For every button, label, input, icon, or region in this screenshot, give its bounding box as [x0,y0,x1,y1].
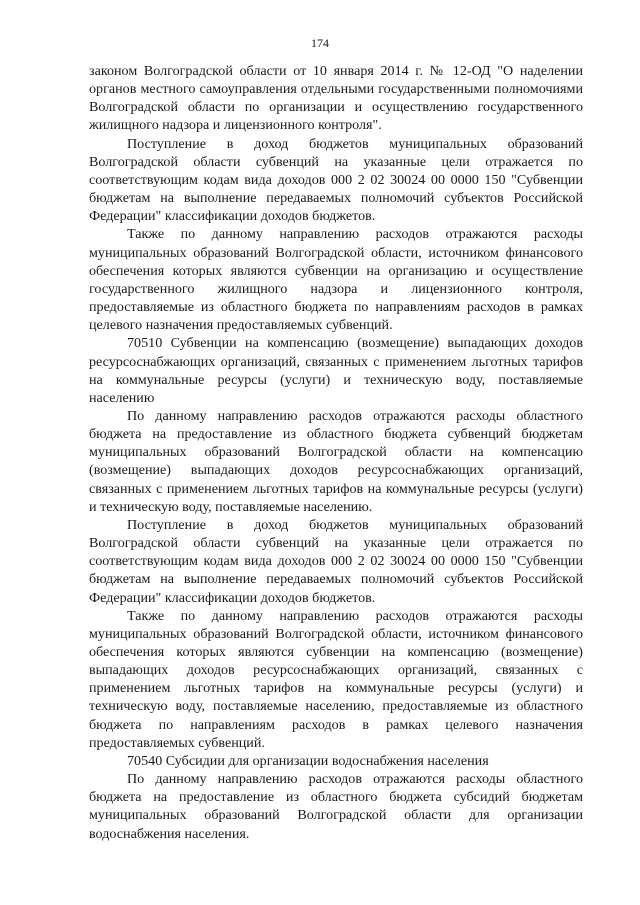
paragraph-revenue-codes: Поступление в доход бюджетов муниципальных образований Волгоградской области субвенций на указанные цели отражается по соответствующим кодам вида доходов 000 2 02 30024 00 0000 150 "Субвенции бюджетам на выполнение передаваемых полномочий субъектов Российской Федерации" классификации доходов бюджетов. [89,135,583,225]
paragraph-law-reference: законом Волгоградской области от 10 января 2014 г. № 12-ОД "О наделении органов местного самоуправления отдельными государственными полномочиями Волгоградской области по организации и осуществлению государственного жилищного надзора и лицензионного контроля". [89,63,583,134]
paragraph-regional-expenses: По данному направлению расходов отражаются расходы областного бюджета на предоставление из областного бюджета субвенций бюджетам муниципальных образований Волгоградской области на компенсацию (возмещение) выпадающих доходов ресурсоснабжающих организаций, связанных с применением льготных тарифов на коммунальные ресурсы (услуги) и техническую воду, поставляемые населению. [89,407,583,515]
page-number: 174 [311,36,329,50]
paragraph-revenue-codes-2: Поступление в доход бюджетов муниципальных образований Волгоградской области субвенций на указанные цели отражается по соответствующим кодам вида доходов 000 2 02 30024 00 0000 150 "Субвенции бюджетам на выполнение передаваемых полномочий субъектов Российской Федерации" классификации доходов бюджетов. [89,516,583,606]
section-heading-70510: 70510 Субвенции на компенсацию (возмещение) выпадающих доходов ресурсоснабжающих организаций, связанных с применением льготных тарифов на коммунальные ресурсы (услуги) и техническую воду, поставляемые населению [89,335,583,406]
paragraph-municipal-expenses-2: Также по данному направлению расходов отражаются расходы муниципальных образований Волгоградской области, источником финансового обеспечения которых являются субвенции на компенсацию (возмещение) выпадающих доходов ресурсоснабжающих организаций, связанных с применением льготных тарифов на коммунальные ресурсы (услуги) и техническую воду, поставляемые населению, предоставляемые из областного бюджета по направлениям расходов в рамках целевого назначения предоставляемых субвенций. [89,607,583,751]
paragraph-water-supply: По данному направлению расходов отражаются расходы областного бюджета на предоставление из областного бюджета субсидий бюджетам муниципальных образований Волгоградской области для организации водоснабжения населения. [89,771,583,842]
document-body [89,62,583,843]
paragraph-municipal-expenses: Также по данному направлению расходов отражаются расходы муниципальных образований Волгоградской области, источником финансового обеспечения которых являются субвенции на организацию и осуществление государственного жилищного надзора и лицензионного контроля, предоставляемые из областного бюджета по направлениям расходов в рамках целевого назначения предоставляемых субвенций. [89,226,583,334]
section-heading-70540: 70540 Субсидии для организации водоснабжения населения [127,752,489,769]
